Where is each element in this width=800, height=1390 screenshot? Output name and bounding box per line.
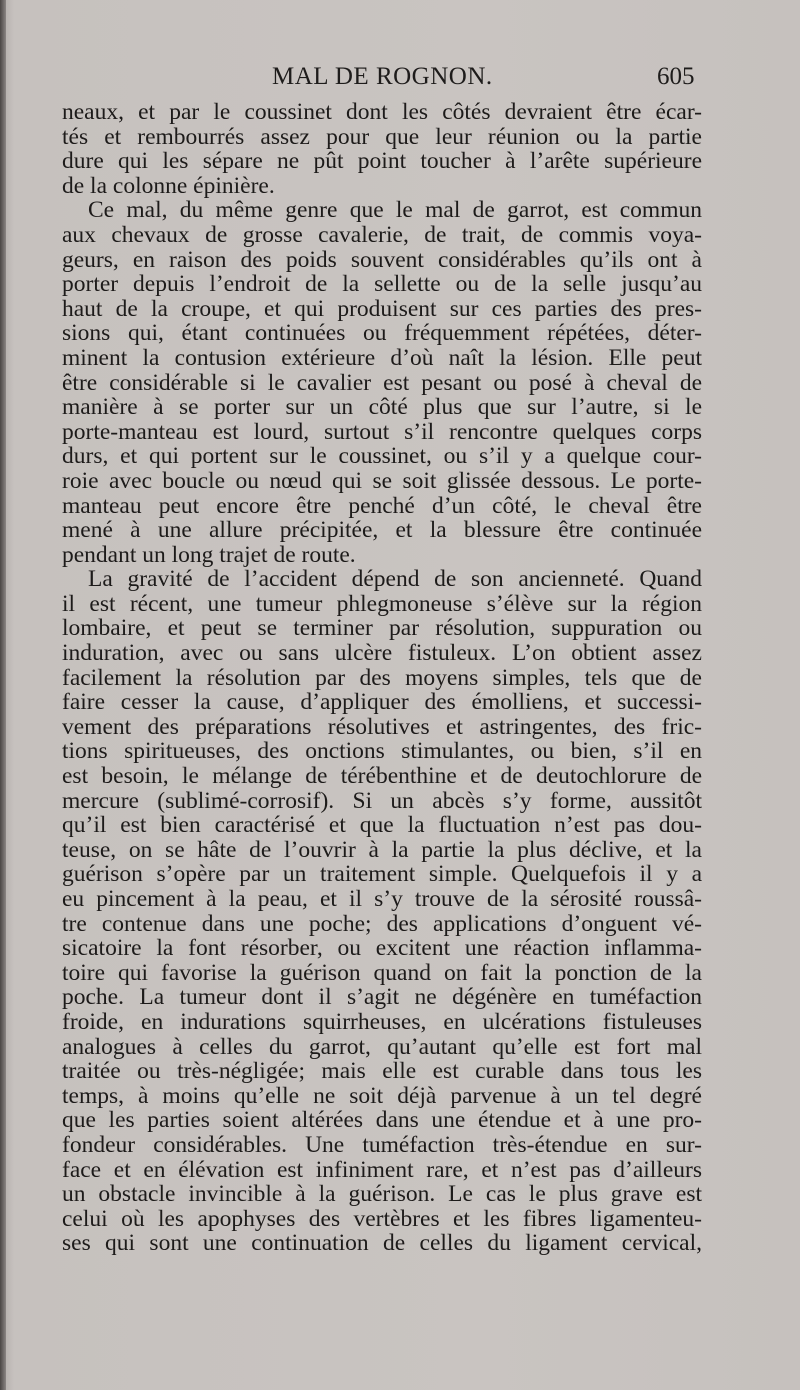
- text-line: face et en élévation est infiniment rare, et n’est pas d’ailleurs: [62, 1156, 702, 1183]
- text-line: faire cesser la cause, d’appliquer des émolliens, et successi-: [62, 689, 702, 716]
- text-line: teuse, on se hâte de l’ouvrir à la partie la plus déclive, et la: [62, 836, 702, 863]
- text-line: qu’il est bien caractérisé et que la fluctuation n’est pas dou-: [62, 812, 702, 839]
- text-line: être considérable si le cavalier est pesant ou posé à cheval de: [62, 369, 702, 396]
- text-line: neaux, et par le coussinet dont les côtés devraient être écar-: [62, 99, 702, 125]
- text-line: ses qui sont une continuation de celles du ligament cervical,: [62, 1230, 702, 1257]
- text-line: froide, en indurations squirrheuses, en ulcérations fistuleuses: [62, 1008, 702, 1035]
- text-line: vement des préparations résolutives et astringentes, des fric-: [62, 713, 702, 740]
- text-line: porte-manteau est lourd, surtout s’il rencontre quelques corps: [62, 418, 702, 445]
- text-line: mené à une allure précipitée, et la blessure être continuée: [62, 517, 702, 544]
- text-line: La gravité de l’accident dépend de son ancienneté. Quand: [88, 566, 702, 593]
- text-line: guérison s’opère par un traitement simple. Quelquefois il y a: [62, 861, 702, 888]
- text-line: haut de la croupe, et qui produisent sur ces parties des pres-: [62, 295, 702, 322]
- text-line: eu pincement à la peau, et il s’y trouve de la sérosité roussâ-: [62, 886, 702, 912]
- text-line: durs, et qui portent sur le coussinet, ou s’il y a quelque cour-: [62, 443, 702, 470]
- text-line: manière à se porter sur un côté plus que sur l’autre, si le: [62, 394, 702, 421]
- text-line: traitée ou très-négligée; mais elle est curable dans tous les: [62, 1058, 702, 1085]
- text-line: tre contenue dans une poche; des applications d’onguent vé-: [62, 910, 702, 937]
- text-line: mercure (sublimé-corrosif). Si un abcès s’y forme, aussitôt: [62, 787, 702, 814]
- text-line: est besoin, le mélange de térébenthine et de deutochlorure de: [62, 763, 702, 790]
- text-line: porter depuis l’endroit de la sellette ou de la selle jusqu’au: [62, 271, 702, 298]
- text-line: il est récent, une tumeur phlegmoneuse s’élève sur la région: [62, 590, 702, 617]
- running-title: MAL DE ROGNON.: [272, 63, 493, 90]
- page-header: [0, 63, 800, 103]
- text-line: facilement la résolution par des moyens simples, tels que de: [62, 664, 702, 691]
- text-line: minent la contusion extérieure d’où naît la lésion. Elle peut: [62, 344, 702, 371]
- text-line: tions spiritueuses, des onctions stimulantes, ou bien, s’il en: [62, 738, 702, 765]
- body-text: [62, 100, 702, 1256]
- text-line: aux chevaux de grosse cavalerie, de trait, de commis voya-: [62, 221, 702, 248]
- text-line: dure qui les sépare ne pût point toucher à l’arête supérieure: [62, 148, 702, 175]
- text-line: de la colonne épinière.: [62, 172, 275, 199]
- text-line: celui où les apophyses des vertèbres et les fibres ligamenteu-: [62, 1205, 702, 1232]
- text-line: toire qui favorise la guérison quand on fait la ponction de la: [62, 959, 702, 986]
- text-line: roie avec boucle ou nœud qui se soit glissée dessous. Le porte-: [62, 467, 702, 494]
- page-number: 605: [657, 63, 695, 90]
- text-line: fondeur considérables. Une tuméfaction très-étendue en sur-: [62, 1131, 702, 1158]
- text-line: induration, avec ou sans ulcère fistuleux. L’on obtient assez: [62, 640, 702, 667]
- text-line: temps, à moins qu’elle ne soit déjà parvenue à un tel degré: [62, 1082, 702, 1109]
- text-line: analogues à celles du garrot, qu’autant qu’elle est fort mal: [62, 1033, 702, 1060]
- text-line: tés et rembourrés assez pour que leur réunion ou la partie: [62, 123, 702, 150]
- text-line: geurs, en raison des poids souvent considérables qu’ils ont à: [62, 246, 702, 273]
- text-line: Ce mal, du même genre que le mal de garrot, est commun: [88, 197, 702, 224]
- text-line: pendant un long trajet de route.: [62, 541, 356, 568]
- text-line: sicatoire la font résorber, ou excitent une réaction inflamma-: [62, 935, 702, 962]
- text-line: poche. La tumeur dont il s’agit ne dégénère en tuméfaction: [62, 984, 702, 1011]
- page-spine-shadow: [0, 0, 6, 1390]
- text-line: manteau peut encore être penché d’un côté, le cheval être: [62, 492, 702, 519]
- text-line: que les parties soient altérées dans une étendue et à une pro-: [62, 1107, 702, 1134]
- text-line: sions qui, étant continuées ou fréquemment répétées, déter-: [62, 320, 702, 347]
- text-line: lombaire, et peut se terminer par résolution, suppuration ou: [62, 615, 702, 642]
- text-line: un obstacle invincible à la guérison. Le cas le plus grave est: [62, 1181, 702, 1208]
